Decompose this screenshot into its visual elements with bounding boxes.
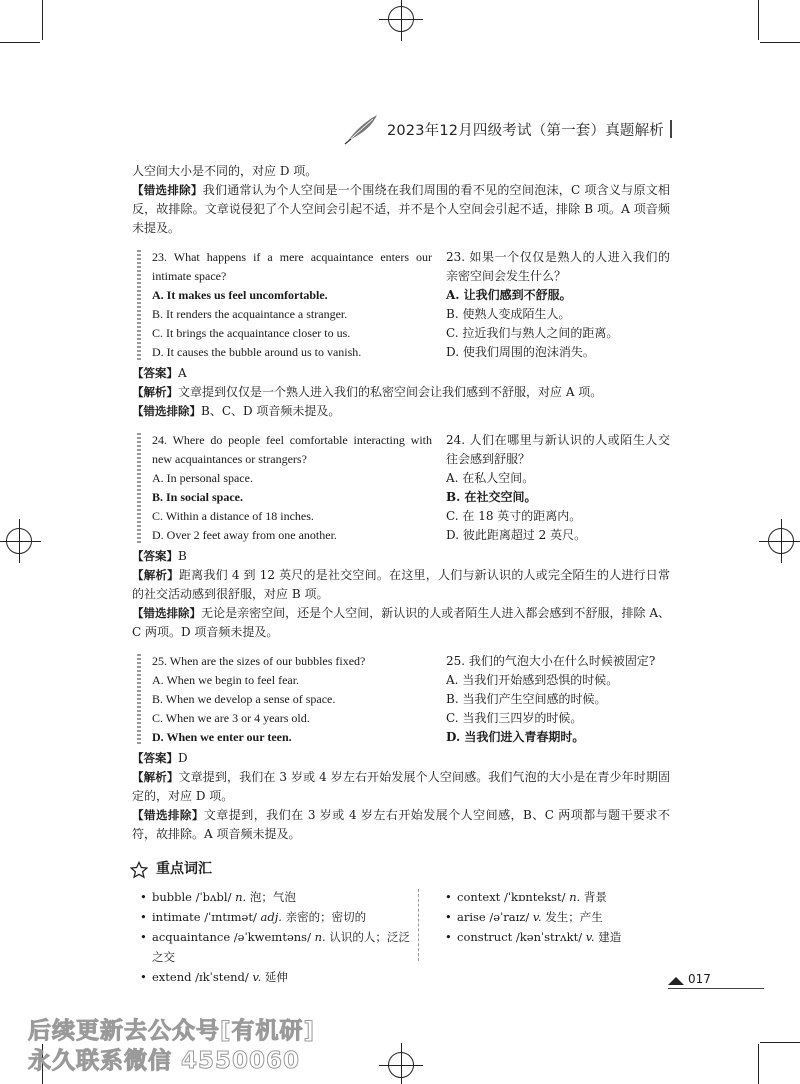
registration-mark — [388, 6, 414, 32]
option-cn: B. 使熟人变成陌生人。 — [446, 307, 571, 321]
vocab-item: • acquaintance /əˈkweɪntəns/ n. 认识的人；泛泛之交 — [142, 927, 412, 967]
vocab-item: • bubble /ˈbʌbl/ n. 泡；气泡 — [142, 887, 412, 907]
vocab-item: • context /ˈkɒntekst/ n. 背景 — [447, 887, 621, 907]
answer-25: 【答案】D — [132, 751, 188, 765]
option-cn: C. 在 18 英寸的距离内。 — [446, 509, 582, 523]
triangle-icon — [668, 977, 684, 985]
page-header — [343, 112, 672, 146]
exclude-25: 【错选排除】文章提到，我们在 3 岁或 4 岁左右开始发展个人空间感，B、C 两项都与题干要求不符，故排除。A 项音频未提及。 — [132, 808, 670, 841]
answer-24: 【答案】B — [132, 549, 187, 563]
analysis-23: 【解析】文章提到仅仅是一个熟人进入我们的私密空间会让我们感到不舒服，对应 A 项。 — [132, 385, 603, 399]
option-cn: D. 彼此距离超过 2 英尺。 — [446, 528, 587, 542]
page-number: 017 — [668, 972, 711, 986]
crop-mark — [758, 0, 759, 40]
option-en: B. In social space. — [152, 490, 244, 504]
question-23 — [132, 248, 670, 362]
vocab-heading — [132, 860, 670, 879]
vocab-item: • construct /kənˈstrʌkt/ v. 建造 — [447, 927, 621, 947]
option-en: C. It brings the acquaintance closer to us. — [152, 326, 351, 340]
vocab-list — [132, 887, 670, 987]
question-cn: 25. 我们的气泡大小在什么时候被固定? — [446, 654, 656, 668]
question-en: 25. When are the sizes of our bubbles fixed? — [152, 654, 366, 668]
option-en: A. When we begin to feel fear. — [152, 673, 300, 687]
intro-exclude: 【错选排除】我们通常认为个人空间是一个围绕在我们周围的看不见的空间泡沫，C 项含义与原文相反，故排除。文章说侵犯了个人空间会引起不适，并不是个人空间会引起不适，排除 B 项。A 项音频未提及。 — [132, 183, 671, 235]
analysis-24: 【解析】距离我们 4 到 12 英尺的是社交空间。在这里，人们与新认识的人或完全陌生的人进行日常的社交活动感到很舒服，对应 B 项。 — [132, 568, 671, 601]
option-cn: C. 拉近我们与熟人之间的距离。 — [446, 326, 619, 340]
vocab-item: • intimate /ˈɪntɪmət/ adj. 亲密的；密切的 — [142, 907, 412, 927]
star-icon — [130, 861, 148, 879]
question-24 — [132, 431, 670, 545]
option-cn: D. 当我们进入青春期时。 — [446, 730, 585, 744]
option-en: A. It makes us feel uncomfortable. — [152, 288, 328, 302]
question-cn: 24. 人们在哪里与新认识的人或陌生人交往会感到舒服？ — [446, 433, 670, 466]
vocab-title: 重点词汇 — [156, 861, 212, 877]
registration-mark — [6, 528, 32, 554]
option-en: B. It renders the acquaintance a stranger. — [152, 307, 348, 321]
option-en: C. Within a distance of 18 inches. — [152, 509, 314, 523]
question-en: 23. What happens if a mere acquaintance enters our intimate space? — [152, 250, 432, 283]
option-cn: B. 当我们产生空间感的时候。 — [446, 692, 607, 706]
option-cn: B. 在社交空间。 — [446, 490, 537, 504]
feather-icon — [343, 112, 381, 146]
option-cn: A. 让我们感到不舒服。 — [446, 288, 572, 302]
page-number-rule — [668, 988, 764, 989]
crop-mark — [760, 42, 800, 43]
crop-mark — [0, 42, 40, 43]
crop-mark — [42, 0, 43, 40]
vocab-column-left — [132, 887, 412, 987]
option-en: D. When we enter our teen. — [152, 730, 292, 744]
vocab-item: • extend /ɪkˈstend/ v. 延伸 — [142, 967, 412, 987]
vocab-column-right — [437, 887, 621, 987]
exclude-23: 【错选排除】B、C、D 项音频未提及。 — [132, 404, 341, 418]
crop-mark — [760, 1042, 800, 1043]
question-en: 24. Where do people feel comfortable interacting with new acquaintances or strangers? — [152, 433, 432, 466]
page-content — [132, 162, 670, 987]
crop-mark — [758, 1044, 759, 1084]
option-cn: D. 使我们周围的泡沫消失。 — [446, 345, 595, 359]
analysis-25: 【解析】文章提到，我们在 3 岁或 4 岁左右开始发展个人空间感。我们气泡的大小是在青少年时期固定的，对应 D 项。 — [132, 770, 671, 803]
option-en: A. In personal space. — [152, 471, 253, 485]
vocab-divider — [418, 889, 419, 961]
option-en: B. When we develop a sense of space. — [152, 692, 336, 706]
option-cn: C. 当我们三四岁的时候。 — [446, 711, 583, 725]
header-divider — [670, 120, 672, 138]
watermark-line-1: 后续更新去公众号[有机研] — [28, 1018, 316, 1044]
option-cn: A. 当我们开始感到恐惧的时候。 — [446, 673, 619, 687]
header-title: 2023年12月四级考试（第一套）真题解析 — [386, 122, 664, 139]
option-en: C. When we are 3 or 4 years old. — [152, 711, 310, 725]
registration-mark — [768, 528, 794, 554]
watermark-line-2: 永久联系微信 4550060 — [28, 1048, 301, 1074]
option-en: D. Over 2 feet away from one another. — [152, 528, 337, 542]
answer-23: 【答案】A — [132, 366, 187, 380]
exclude-24: 【错选排除】无论是亲密空间，还是个人空间，新认识的人或者陌生人进入都会感到不舒服，排除 A、C 两项。D 项音频未提及。 — [132, 606, 671, 639]
intro-line: 人空间大小是不同的，对应 D 项。 — [132, 164, 318, 178]
option-en: D. It causes the bubble around us to vanish. — [152, 345, 362, 359]
registration-mark — [388, 1052, 414, 1078]
question-25 — [132, 652, 670, 747]
option-cn: A. 在私人空间。 — [446, 471, 535, 485]
vocab-item: • arise /əˈraɪz/ v. 发生；产生 — [447, 907, 621, 927]
question-cn: 23. 如果一个仅仅是熟人的人进入我们的亲密空间会发生什么？ — [446, 250, 670, 283]
